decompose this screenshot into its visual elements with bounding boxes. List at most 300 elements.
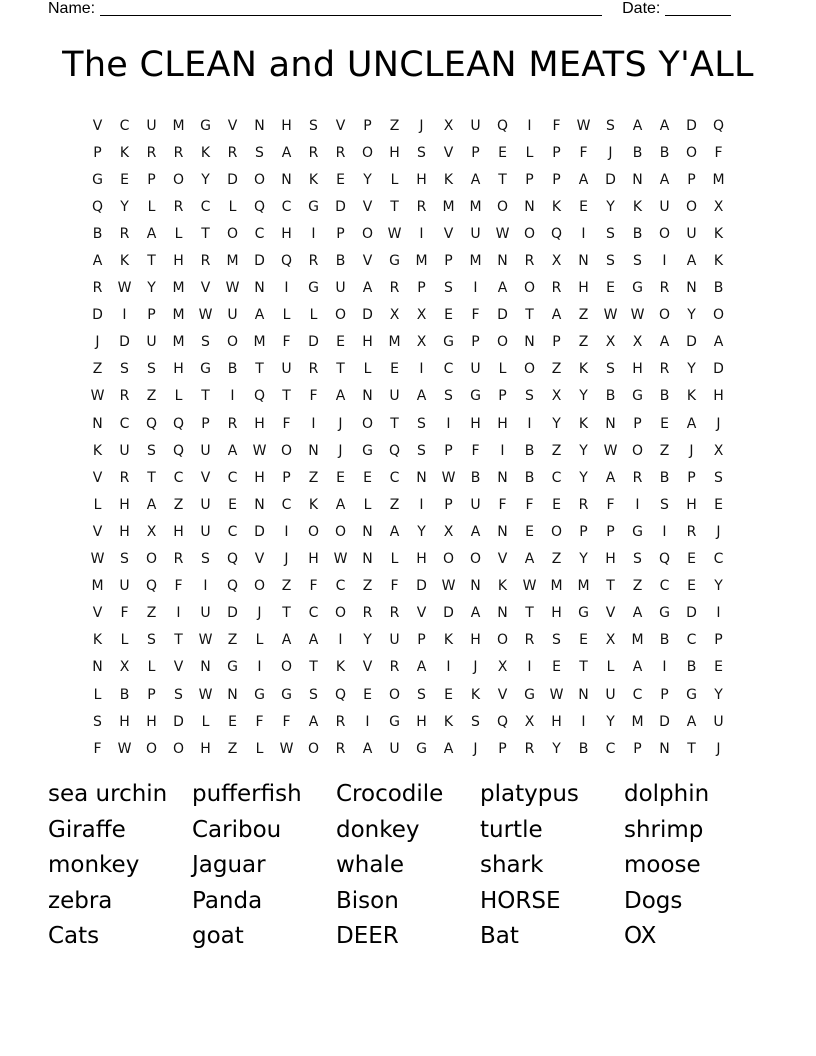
grid-letter: B	[524, 442, 535, 459]
grid-letter: S	[417, 686, 426, 703]
grid-letter: K	[470, 686, 481, 703]
grid-letter: H	[497, 415, 508, 432]
grid-letter: I	[527, 117, 532, 134]
grid-row	[84, 166, 732, 193]
word-list-item: goat	[192, 923, 244, 949]
grid-letter: Z	[146, 605, 157, 622]
grid-letter: S	[417, 415, 426, 432]
grid-letter: N	[227, 686, 238, 703]
grid-letter: O	[658, 225, 671, 242]
grid-letter: T	[525, 307, 534, 324]
grid-row	[84, 491, 732, 518]
word-list-item: Giraffe	[48, 816, 126, 843]
grid-letter: T	[174, 632, 183, 649]
grid-letter: S	[444, 388, 453, 405]
grid-letter: N	[497, 605, 508, 622]
grid-letter: W	[198, 686, 213, 703]
grid-letter: U	[470, 117, 481, 134]
grid-letter: D	[659, 713, 670, 730]
grid-letter: N	[632, 171, 643, 188]
grid-letter: O	[280, 442, 293, 459]
word-list-item: Panda	[192, 887, 263, 914]
grid-letter: L	[147, 659, 156, 676]
grid-letter: T	[255, 361, 264, 378]
grid-letter: O	[388, 686, 401, 703]
grid-letter: N	[578, 686, 589, 703]
grid-letter: U	[389, 388, 400, 405]
word-list-item: whale	[336, 852, 405, 878]
word-list-item: Bat	[480, 923, 519, 949]
grid-letter: E	[336, 334, 345, 351]
grid-letter: N	[254, 280, 265, 297]
grid-letter: Y	[363, 632, 372, 649]
grid-letter: A	[524, 551, 535, 568]
grid-letter: E	[120, 171, 129, 188]
grid-letter: R	[524, 632, 535, 649]
grid-letter: P	[147, 686, 156, 703]
grid-letter: G	[524, 686, 535, 703]
grid-letter: D	[227, 605, 238, 622]
grid-letter: M	[415, 253, 428, 270]
grid-letter: R	[524, 740, 535, 757]
grid-letter: E	[714, 496, 723, 513]
grid-letter: S	[606, 225, 615, 242]
grid-letter: A	[470, 523, 481, 540]
grid-letter: H	[686, 496, 697, 513]
grid-letter: J	[419, 117, 424, 134]
grid-letter: U	[119, 578, 130, 595]
grid-letter: Z	[551, 442, 562, 459]
grid-letter: K	[578, 415, 589, 432]
grid-letter: I	[338, 632, 343, 649]
grid-letter: K	[713, 253, 724, 270]
grid-letter: R	[227, 144, 238, 161]
grid-letter: D	[686, 117, 697, 134]
grid-letter: A	[335, 388, 346, 405]
grid-letter: D	[227, 171, 238, 188]
grid-letter: H	[200, 740, 211, 757]
grid-letter: G	[578, 605, 589, 622]
grid-letter: K	[200, 144, 211, 161]
grid-letter: C	[200, 198, 211, 215]
grid-letter: S	[201, 551, 210, 568]
grid-letter: I	[365, 713, 370, 730]
grid-letter: P	[498, 388, 507, 405]
grid-letter: D	[686, 334, 697, 351]
grid-letter: S	[525, 388, 534, 405]
grid-letter: D	[92, 307, 103, 324]
grid-letter: N	[497, 253, 508, 270]
grid-letter: P	[471, 334, 480, 351]
grid-letter: T	[687, 740, 696, 757]
grid-letter: I	[419, 225, 424, 242]
grid-letter: H	[308, 551, 319, 568]
grid-letter: D	[605, 171, 616, 188]
grid-letter: D	[362, 307, 373, 324]
grid-letter: W	[90, 388, 105, 405]
word-list-item: Caribou	[192, 816, 282, 843]
grid-letter: N	[254, 117, 265, 134]
grid-letter: P	[444, 496, 453, 513]
grid-letter: H	[416, 713, 427, 730]
grid-letter: E	[498, 144, 507, 161]
grid-letter: S	[309, 686, 318, 703]
grid-letter: F	[552, 117, 561, 134]
grid-letter: F	[525, 496, 534, 513]
grid-letter: S	[255, 144, 264, 161]
grid-letter: B	[335, 253, 346, 270]
grid-letter: L	[498, 361, 507, 378]
grid-letter: R	[92, 280, 103, 297]
grid-letter: N	[200, 659, 211, 676]
grid-letter: G	[92, 171, 103, 188]
grid-letter: H	[173, 361, 184, 378]
grid-letter: R	[173, 198, 184, 215]
grid-letter: C	[254, 225, 265, 242]
grid-letter: V	[362, 659, 373, 676]
grid-letter: M	[577, 578, 590, 595]
grid-letter: U	[227, 307, 238, 324]
grid-letter: R	[686, 523, 697, 540]
grid-letter: M	[712, 171, 725, 188]
grid-letter: K	[308, 496, 319, 513]
grid-letter: H	[470, 632, 481, 649]
grid-letter: I	[581, 713, 586, 730]
grid-letter: P	[687, 469, 696, 486]
grid-letter: J	[716, 740, 721, 757]
grid-letter: Y	[579, 388, 588, 405]
grid-letter: U	[335, 280, 346, 297]
grid-row	[84, 275, 732, 302]
grid-letter: X	[524, 713, 535, 730]
grid-letter: O	[334, 307, 347, 324]
grid-letter: S	[714, 469, 723, 486]
grid-letter: V	[443, 225, 454, 242]
grid-letter: M	[91, 578, 104, 595]
grid-row	[84, 329, 732, 356]
word-list-item: shark	[480, 852, 544, 878]
grid-row	[84, 437, 732, 464]
grid-letter: P	[606, 523, 615, 540]
grid-letter: Q	[226, 551, 239, 568]
grid-letter: U	[470, 225, 481, 242]
grid-letter: W	[225, 280, 240, 297]
grid-letter: N	[92, 659, 103, 676]
grid-letter: C	[686, 632, 697, 649]
grid-letter: M	[253, 334, 266, 351]
grid-letter: R	[362, 605, 373, 622]
grid-letter: O	[442, 551, 455, 568]
grid-row	[84, 383, 732, 410]
word-list-item: Dogs	[624, 887, 683, 914]
grid-letter: W	[522, 578, 537, 595]
grid-letter: X	[713, 198, 724, 215]
grid-letter: F	[174, 578, 183, 595]
grid-letter: U	[146, 117, 157, 134]
grid-letter: B	[119, 686, 130, 703]
grid-letter: G	[470, 388, 481, 405]
word-list	[48, 777, 768, 955]
grid-letter: I	[716, 605, 721, 622]
grid-letter: Y	[687, 307, 696, 324]
grid-letter: V	[200, 280, 211, 297]
date-blank	[665, 0, 731, 16]
grid-letter: L	[525, 144, 534, 161]
grid-letter: P	[579, 523, 588, 540]
grid-letter: L	[309, 307, 318, 324]
grid-letter: E	[444, 307, 453, 324]
name-label: Name:	[48, 0, 96, 17]
grid-letter: Y	[120, 198, 129, 215]
grid-letter: B	[470, 469, 481, 486]
grid-letter: F	[309, 388, 318, 405]
grid-letter: U	[200, 442, 211, 459]
grid-letter: D	[416, 578, 427, 595]
grid-letter: Z	[362, 578, 373, 595]
grid-letter: F	[282, 334, 291, 351]
grid-letter: O	[361, 225, 374, 242]
grid-letter: W	[441, 578, 456, 595]
grid-letter: G	[389, 713, 400, 730]
grid-letter: K	[92, 442, 103, 459]
grid-letter: A	[254, 307, 265, 324]
grid-letter: K	[443, 171, 454, 188]
grid-letter: I	[662, 523, 667, 540]
grid-letter: I	[419, 496, 424, 513]
grid-letter: W	[441, 469, 456, 486]
grid-letter: C	[308, 605, 319, 622]
grid-letter: G	[632, 388, 643, 405]
grid-letter: O	[253, 578, 266, 595]
grid-letter: G	[227, 659, 238, 676]
grid-letter: E	[552, 496, 561, 513]
grid-letter: F	[471, 442, 480, 459]
grid-letter: U	[470, 361, 481, 378]
grid-letter: I	[581, 225, 586, 242]
word-list-item: platypus	[480, 781, 579, 807]
grid-letter: A	[308, 632, 319, 649]
grid-letter: P	[552, 144, 561, 161]
grid-letter: L	[255, 632, 264, 649]
grid-letter: I	[500, 442, 505, 459]
grid-letter: N	[308, 442, 319, 459]
grid-letter: Y	[579, 469, 588, 486]
grid-letter: M	[442, 198, 455, 215]
grid-letter: S	[606, 361, 615, 378]
grid-letter: I	[527, 659, 532, 676]
grid-letter: C	[281, 198, 292, 215]
grid-letter: D	[443, 605, 454, 622]
grid-letter: U	[686, 225, 697, 242]
grid-letter: N	[578, 253, 589, 270]
grid-letter: N	[524, 198, 535, 215]
grid-letter: N	[362, 523, 373, 540]
grid-letter: I	[446, 659, 451, 676]
grid-letter: P	[417, 280, 426, 297]
word-list-item: HORSE	[480, 887, 561, 914]
grid-letter: T	[525, 605, 534, 622]
grid-letter: A	[389, 523, 400, 540]
word-list-item: monkey	[48, 852, 140, 878]
grid-letter: H	[632, 361, 643, 378]
grid-letter: L	[255, 740, 264, 757]
grid-letter: A	[686, 253, 697, 270]
grid-letter: P	[201, 415, 210, 432]
grid-letter: V	[605, 605, 616, 622]
grid-row	[84, 193, 732, 220]
grid-row	[84, 735, 732, 762]
grid-letter: C	[119, 117, 130, 134]
grid-letter: V	[200, 469, 211, 486]
grid-letter: V	[92, 117, 103, 134]
grid-letter: H	[578, 280, 589, 297]
grid-letter: E	[660, 415, 669, 432]
grid-letter: F	[255, 713, 264, 730]
grid-letter: F	[498, 496, 507, 513]
word-list-item: Crocodile	[336, 781, 444, 807]
grid-letter: M	[172, 280, 185, 297]
grid-letter: W	[387, 225, 402, 242]
grid-letter: Z	[281, 578, 292, 595]
grid-letter: S	[471, 713, 480, 730]
grid-letter: A	[146, 225, 157, 242]
grid-letter: K	[119, 253, 130, 270]
grid-letter: K	[443, 632, 454, 649]
grid-letter: D	[686, 605, 697, 622]
grid-letter: L	[282, 307, 291, 324]
word-list-item: dolphin	[624, 781, 710, 807]
grid-letter: L	[147, 198, 156, 215]
grid-letter: N	[362, 388, 373, 405]
grid-letter: U	[119, 442, 130, 459]
grid-letter: G	[200, 117, 211, 134]
grid-letter: G	[659, 605, 670, 622]
grid-letter: E	[363, 469, 372, 486]
grid-letter: E	[606, 280, 615, 297]
grid-letter: Z	[551, 361, 562, 378]
grid-letter: R	[659, 361, 670, 378]
grid-row	[84, 627, 732, 654]
grid-letter: R	[146, 144, 157, 161]
grid-letter: M	[226, 253, 239, 270]
grid-letter: L	[120, 632, 129, 649]
grid-letter: X	[551, 253, 562, 270]
grid-letter: S	[417, 442, 426, 459]
grid-letter: Q	[172, 442, 185, 459]
grid-letter: G	[632, 523, 643, 540]
grid-letter: Y	[417, 523, 426, 540]
grid-letter: O	[226, 334, 239, 351]
grid-letter: X	[389, 307, 400, 324]
grid-letter: Z	[173, 496, 184, 513]
grid-letter: R	[416, 198, 427, 215]
grid-letter: X	[146, 523, 157, 540]
grid-row	[84, 600, 732, 627]
grid-letter: Q	[712, 117, 725, 134]
grid-letter: G	[308, 198, 319, 215]
grid-letter: Z	[227, 740, 238, 757]
grid-letter: D	[254, 523, 265, 540]
grid-letter: R	[308, 361, 319, 378]
grid-letter: K	[632, 198, 643, 215]
word-list-item: moose	[624, 852, 701, 878]
grid-letter: V	[335, 117, 346, 134]
grid-letter: C	[713, 551, 724, 568]
word-list-item: Bison	[336, 887, 399, 914]
grid-row	[84, 573, 732, 600]
grid-letter: Q	[388, 442, 401, 459]
grid-letter: A	[146, 496, 157, 513]
grid-letter: A	[92, 253, 103, 270]
grid-letter: O	[712, 307, 725, 324]
grid-letter: H	[173, 253, 184, 270]
grid-letter: V	[497, 551, 508, 568]
word-list-item: donkey	[336, 816, 420, 843]
grid-letter: L	[174, 225, 183, 242]
grid-letter: T	[390, 198, 399, 215]
grid-letter: Q	[496, 117, 509, 134]
grid-letter: C	[632, 686, 643, 703]
grid-letter: P	[336, 225, 345, 242]
grid-letter: U	[470, 496, 481, 513]
grid-letter: Y	[714, 686, 723, 703]
grid-letter: O	[334, 605, 347, 622]
grid-letter: H	[281, 225, 292, 242]
grid-letter: A	[497, 280, 508, 297]
grid-letter: I	[527, 415, 532, 432]
grid-letter: C	[443, 361, 454, 378]
date-label: Date:	[622, 0, 661, 17]
grid-letter: G	[389, 253, 400, 270]
grid-letter: F	[471, 307, 480, 324]
grid-letter: A	[659, 171, 670, 188]
grid-letter: W	[549, 686, 564, 703]
word-list-item: shrimp	[624, 816, 704, 843]
grid-letter: X	[605, 632, 616, 649]
grid-letter: O	[334, 523, 347, 540]
grid-letter: O	[145, 551, 158, 568]
grid-letter: J	[473, 740, 478, 757]
grid-letter: L	[606, 659, 615, 676]
word-list-item: Jaguar	[192, 852, 266, 878]
grid-letter: H	[119, 496, 130, 513]
grid-letter: U	[200, 496, 211, 513]
grid-letter: A	[470, 605, 481, 622]
word-list-item: sea urchin	[48, 781, 168, 807]
grid-letter: G	[362, 442, 373, 459]
grid-letter: E	[444, 686, 453, 703]
grid-letter: Q	[253, 198, 266, 215]
grid-letter: X	[416, 334, 427, 351]
grid-letter: R	[335, 144, 346, 161]
grid-letter: U	[389, 632, 400, 649]
grid-letter: I	[419, 361, 424, 378]
grid-letter: M	[550, 578, 563, 595]
grid-row	[84, 518, 732, 545]
grid-letter: A	[686, 713, 697, 730]
grid-letter: D	[119, 334, 130, 351]
grid-letter: S	[417, 144, 426, 161]
grid-letter: N	[416, 469, 427, 486]
grid-letter: A	[632, 117, 643, 134]
grid-letter: A	[416, 659, 427, 676]
grid-letter: S	[174, 686, 183, 703]
grid-letter: K	[497, 578, 508, 595]
grid-letter: Z	[659, 442, 670, 459]
grid-letter: F	[282, 415, 291, 432]
grid-letter: B	[578, 740, 589, 757]
grid-letter: E	[579, 198, 588, 215]
